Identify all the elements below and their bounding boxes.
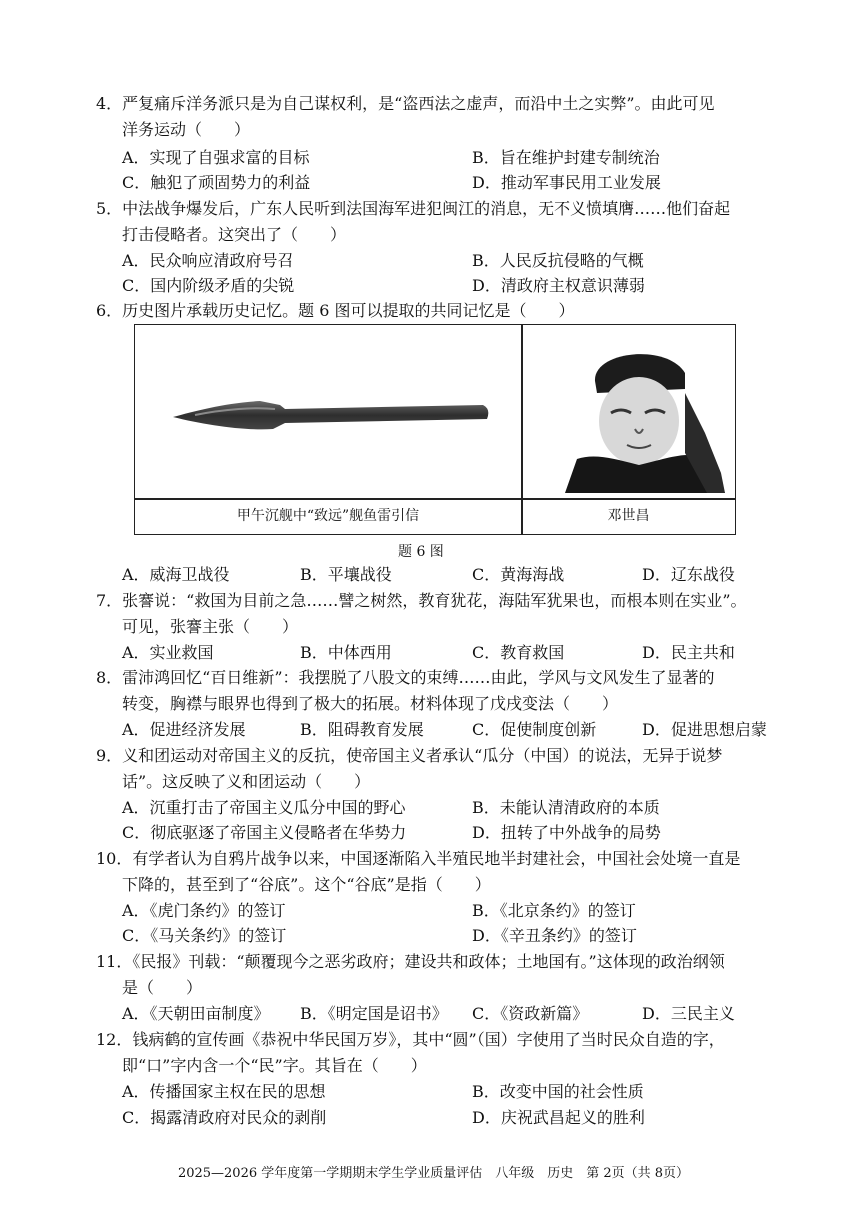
- q7-option-a: A．实业救国: [122, 643, 214, 662]
- figure-right-caption: 邓世昌: [607, 508, 650, 524]
- q10-option-b: B．《北京条约》的签订: [472, 901, 636, 920]
- page-footer: 2025—2026 学年度第一学期期末学生学业质量评估 八年级 历史 第 2页（共 8页）: [177, 1166, 690, 1181]
- figure-divider-vertical: [521, 325, 523, 534]
- q9-option-a: A．沉重打击了帝国主义瓜分中国的野心: [122, 798, 406, 817]
- q4-option-d: D．推动军事民用工业发展: [472, 173, 661, 192]
- q9-option-b: B．未能认清清政府的本质: [472, 798, 660, 817]
- torpedo-fuze-image: [165, 385, 495, 445]
- q6-figure-table: [134, 324, 736, 535]
- q7-stem-line2: 可见，张謇主张（ ）: [122, 617, 299, 636]
- q10-stem-line1: 10．有学者认为自鸦片战争以来，中国逐渐陷入半殖民地半封建社会，中国社会处境一直是: [96, 849, 741, 868]
- q6-option-d: D．辽东战役: [642, 565, 735, 584]
- q6-option-b: B．平壤战役: [300, 565, 392, 584]
- q6-option-c: C．黄海海战: [472, 565, 565, 584]
- q8-stem-line1: 8．雷沛鸿回忆“百日维新”：我摆脱了八股文的束缚……由此，学风与文风发生了显著的: [96, 668, 715, 687]
- q5-option-c: C．国内阶级矛盾的尖锐: [122, 276, 295, 295]
- q6-stem-line1: 6．历史图片承载历史记忆。题 6 图可以提取的共同记忆是（ ）: [96, 301, 575, 320]
- q4-stem-line1: 4．严复痛斥洋务派只是为自己谋权利，是“盗西法之虚声，而沿中土之实弊”。由此可见: [96, 94, 715, 113]
- q10-option-c: C．《马关条约》的签订: [122, 926, 287, 945]
- q10-option-d: D．《辛丑条约》的签订: [472, 926, 637, 945]
- q8-option-a: A．促进经济发展: [122, 720, 246, 739]
- q12-option-c: C．揭露清政府对民众的剥削: [122, 1108, 327, 1127]
- q7-stem-line1: 7．张謇说：“救国为目前之急……譬之树然，教育犹花，海陆军犹果也，而根本则在实业”。: [96, 591, 747, 610]
- q9-option-c: C．彻底驱逐了帝国主义侵略者在华势力: [122, 823, 407, 842]
- q11-option-a: A．《天朝田亩制度》: [122, 1004, 270, 1023]
- q4-stem-line2: 洋务运动（ ）: [122, 120, 251, 139]
- q11-option-d: D．三民主义: [642, 1004, 735, 1023]
- q6-option-a: A．威海卫战役: [122, 565, 230, 584]
- q11-stem-line1: 11．《民报》刊载：“颠覆现今之恶劣政府；建设共和政体；土地国有。”这体现的政治纲领: [96, 952, 725, 971]
- q5-option-d: D．清政府主权意识薄弱: [472, 276, 645, 295]
- q12-option-b: B．改变中国的社会性质: [472, 1082, 644, 1101]
- q9-option-d: D．扭转了中外战争的局势: [472, 823, 661, 842]
- q7-option-b: B．中体西用: [300, 643, 392, 662]
- q4-option-b: B．旨在维护封建专制统治: [472, 148, 660, 167]
- q8-option-d: D．促进思想启蒙: [642, 720, 767, 739]
- q4-option-a: A．实现了自强求富的目标: [122, 148, 310, 167]
- q7-option-c: C．教育救国: [472, 643, 565, 662]
- q5-stem-line1: 5．中法战争爆发后，广东人民听到法国海军进犯闽江的消息，无不义愤填膺……他们奋起: [96, 199, 731, 218]
- figure-divider-horizontal: [135, 498, 735, 500]
- q9-stem-line1: 9．义和团运动对帝国主义的反抗，使帝国主义者承认“瓜分（中国）的说法，无异于说梦: [96, 746, 723, 765]
- figure-label: 题 6 图: [398, 544, 444, 560]
- q7-option-d: D．民主共和: [642, 643, 735, 662]
- q11-option-c: C．《资政新篇》: [472, 1004, 589, 1023]
- q8-stem-line2: 转变，胸襟与眼界也得到了极大的拓展。材料体现了戊戌变法（ ）: [122, 694, 619, 713]
- q10-option-a: A．《虎门条约》的签订: [122, 901, 286, 920]
- q11-option-b: B．《明定国是诏书》: [300, 1004, 448, 1023]
- q8-option-c: C．促使制度创新: [472, 720, 597, 739]
- q10-stem-line2: 下降的，甚至到了“谷底”。这个“谷底”是指（ ）: [122, 875, 491, 894]
- q5-option-a: A．民众响应清政府号召: [122, 251, 294, 270]
- figure-left-caption: 甲午沉舰中“致远”舰鱼雷引信: [236, 508, 420, 524]
- q5-stem-line2: 打击侵略者。这突出了（ ）: [122, 225, 347, 244]
- q12-option-d: D．庆祝武昌起义的胜利: [472, 1108, 645, 1127]
- q12-stem-line1: 12．钱病鹤的宣传画《恭祝中华民国万岁》，其中“圆”（国）字使用了当时民众自造的字，: [96, 1030, 725, 1049]
- deng-shichang-portrait: [535, 333, 725, 493]
- q8-option-b: B．阻碍教育发展: [300, 720, 424, 739]
- q11-stem-line2: 是（ ）: [122, 978, 203, 997]
- q5-option-b: B．人民反抗侵略的气概: [472, 251, 644, 270]
- q12-stem-line2: 即“口”字内含一个“民”字。其旨在（ ）: [122, 1056, 427, 1075]
- q9-stem-line2: 话”。这反映了义和团运动（ ）: [122, 772, 371, 791]
- q12-option-a: A．传播国家主权在民的思想: [122, 1082, 326, 1101]
- q4-option-c: C．触犯了顽固势力的利益: [122, 173, 311, 192]
